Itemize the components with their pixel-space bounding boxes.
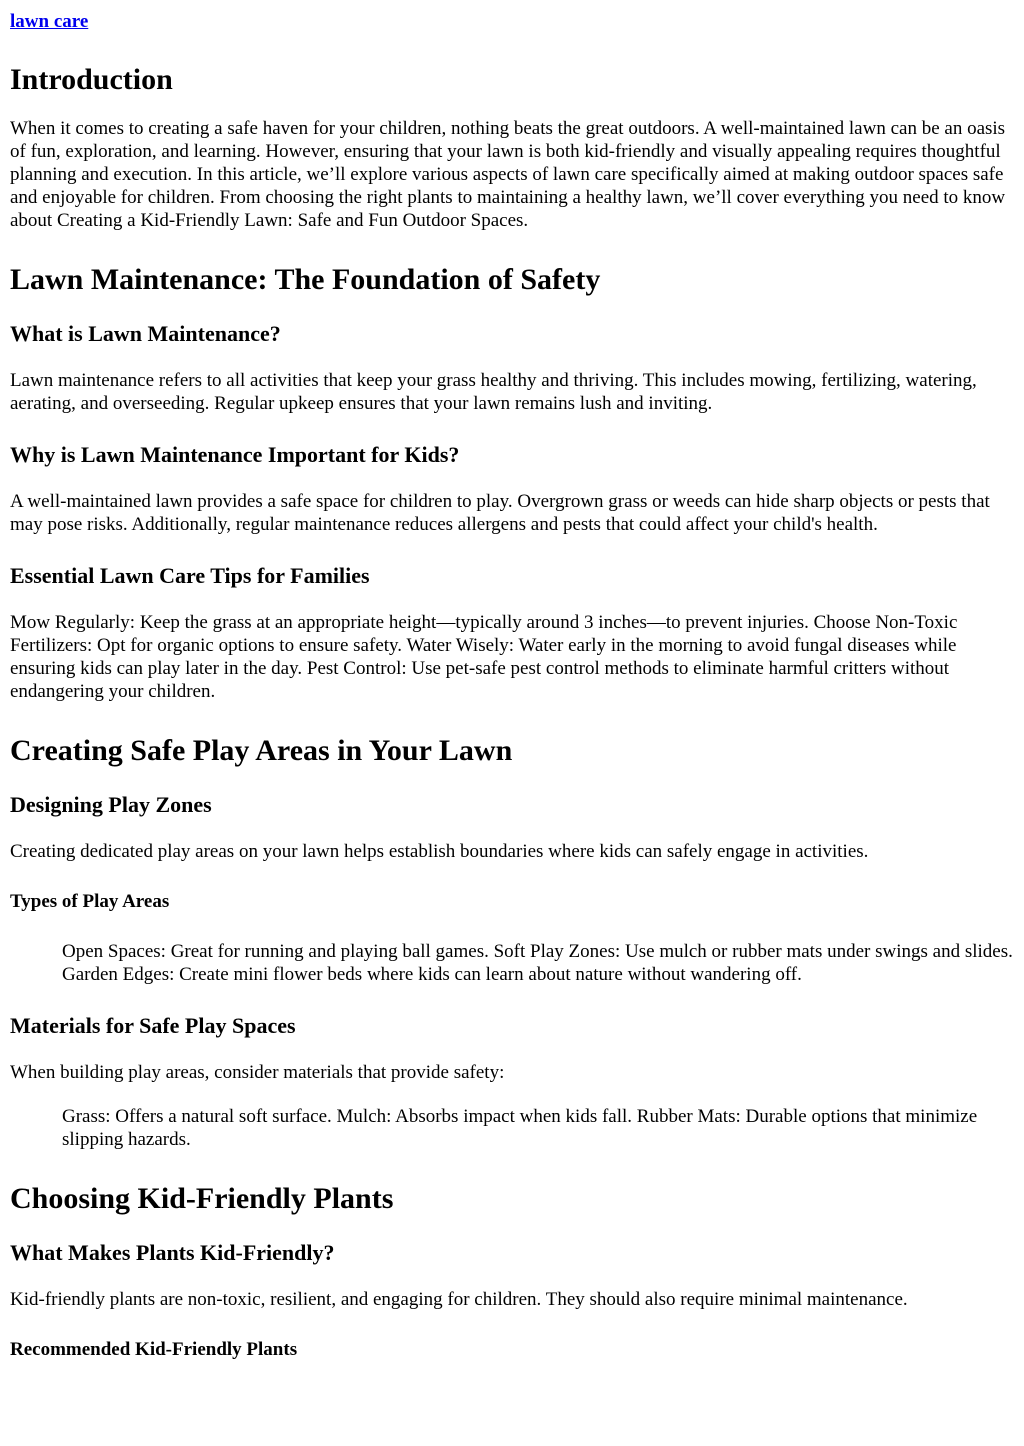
heading-essential-tips: Essential Lawn Care Tips for Families [10,563,370,588]
heading-recommended-plants: Recommended Kid-Friendly Plants [10,1339,298,1360]
designing-play-zones-paragraph: Creating dedicated play areas on your lawn helps establish boundaries where kids can safely engage in activities. [10,841,869,862]
lawn-care-link[interactable]: lawn care [10,11,89,32]
intro-paragraph: When it comes to creating a safe haven for your children, nothing beats the great outdoors. A well-maintained lawn can be an oasis of fun, exploration, and learning. However, ensuring that your lawn is both kid-friendly and visually appealing requires thoughtful planning and execution. In this article, we’ll explore various aspects of lawn care specifically aimed at making outdoor spaces safe and enjoyable for children. From choosing the right plants to maintaining a healthy lawn, we’ll cover everything you need to know about Creating a Kid-Friendly Lawn: Safe and Fun Outdoor Spaces. [10,118,1006,231]
heading-designing-play-zones: Designing Play Zones [10,792,212,817]
essential-tips-paragraph: Mow Regularly: Keep the grass at an appropriate height—typically around 3 inches—to prevent injuries. Choose Non-Toxic Fertilizers: Opt for organic options to ensure safety. Water Wisely: Water early in the morning to avoid fungal diseases while ensuring kids can play later in the day. Pest Control: Use pet-safe pest control methods to eliminate harmful critters without endangering your children. [10,612,958,702]
heading-materials-safe-play: Materials for Safe Play Spaces [10,1013,296,1038]
heading-what-makes-plants-kid-friendly: What Makes Plants Kid-Friendly? [10,1240,335,1265]
why-maintenance-paragraph: A well-maintained lawn provides a safe space for children to play. Overgrown grass or weeds can hide sharp objects or pests that may pose risks. Additionally, regular maintenance reduces allergens and pests that could affect your child's health. [10,491,990,535]
heading-safe-play-areas: Creating Safe Play Areas in Your Lawn [10,734,513,767]
what-is-lawn-maintenance-paragraph: Lawn maintenance refers to all activities that keep your grass healthy and thriving. This includes mowing, fertilizing, watering, aerating, and overseeding. Regular upkeep ensures that your lawn remains lush and inviting. [10,370,977,414]
heading-introduction: Introduction [10,63,173,96]
heading-lawn-maintenance: Lawn Maintenance: The Foundation of Safety [10,263,601,296]
materials-quote: Grass: Offers a natural soft surface. Mulch: Absorbs impact when kids fall. Rubber Mats: Durable options that minimize slipping hazards. [62,1106,978,1150]
heading-why-maintenance-important: Why is Lawn Maintenance Important for Kids? [10,442,460,467]
heading-types-of-play-areas: Types of Play Areas [10,891,170,912]
types-of-play-areas-quote: Open Spaces: Great for running and playing ball games. Soft Play Zones: Use mulch or rubber mats under swings and slides. Garden Edges: Create mini flower beds where kids can learn about nature without wandering off. [62,941,1013,985]
what-makes-plants-paragraph: Kid-friendly plants are non-toxic, resilient, and engaging for children. They should also require minimal maintenance. [10,1289,908,1310]
heading-kid-friendly-plants: Choosing Kid-Friendly Plants [10,1182,394,1215]
heading-what-is-lawn-maintenance: What is Lawn Maintenance? [10,321,281,346]
materials-intro-paragraph: When building play areas, consider materials that provide safety: [10,1062,505,1083]
